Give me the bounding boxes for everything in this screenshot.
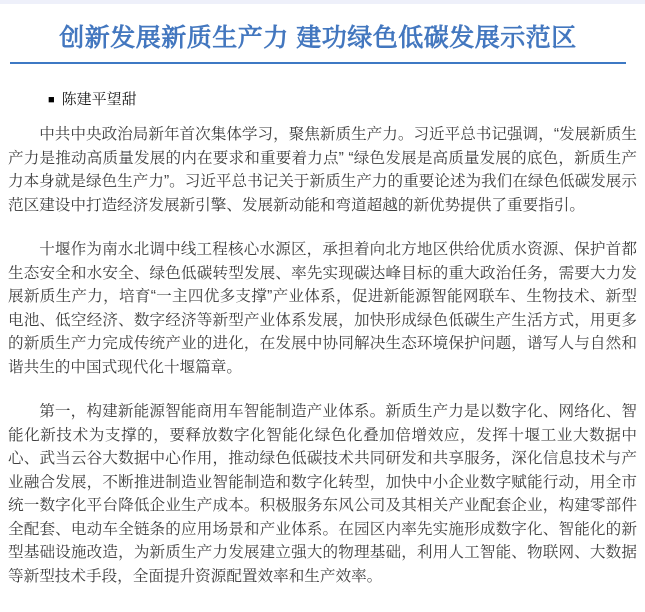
paragraph-intro: 中共中央政治局新年首次集体学习，聚焦新质生产力。习近平总书记强调，“发展新质生产力是推动高质量发展的内在要求和重要着力点” “绿色发展是高质量发展的底色，新质生产力本身就是绿色生产力”。习近平总书记关于新质生产力的重要论述为我们在绿色低碳发展示范区建设中打造经济发展新引擎、发展新动能和弯道超越的新优势提供了重要指引。: [8, 126, 637, 214]
paragraph-point-one: 第一，构建新能源智能商用车智能制造产业体系。新质生产力是以数字化、网络化、智能化新技术为支撑的，要释放数字化智能化绿色化叠加倍增效应，发挥十堰工业大数据中心、武当云谷大数据中心作用，推动绿色低碳技术共同研发和共享服务，深化信息技术与产业融合发展，不断推进制造业智能制造和数字化转型，加快中小企业数字赋能行动，用全市统一数字化平台降低企业生产成本。积极服务东风公司及其相关产业配套企业，构建零部件全配套、电动车全链条的应用场景和产业体系。在园区内率先实施形成数字化、智能化的新型基础设施改造，为新质生产力发展建立强大的物理基础，利用人工智能、物联网、大数据等新型技术手段，全面提升资源配置效率和生产效率。: [8, 403, 637, 585]
page-title: 创新发展新质生产力 建功绿色低碳发展示范区: [59, 24, 577, 52]
author-bullet-icon: ■: [48, 94, 55, 106]
author-name: 陈建平望甜: [61, 91, 137, 108]
article-body: [0, 123, 645, 588]
article-header: [10, 4, 626, 64]
paragraph-shiyan-context: 十堰作为南水北调中线工程核心水源区，承担着向北方地区供给优质水资源、保护首都生态安全和水安全、绿色低碳转型发展、率先实现碳达峰目标的重大政治任务，需要大力发展新质生产力，培育“一主四优多支撑”产业体系，促进新能源智能网联车、生物技术、新型电池、低空经济、数字经济等新型产业体系发展，加快形成绿色低碳生产生活方式，用更多的新质生产力完成传统产业的进化，在发展中协同解决生态环境保护问题，谱写人与自然和谐共生的中国式现代化十堰篇章。: [8, 241, 637, 376]
byline: [48, 91, 645, 109]
